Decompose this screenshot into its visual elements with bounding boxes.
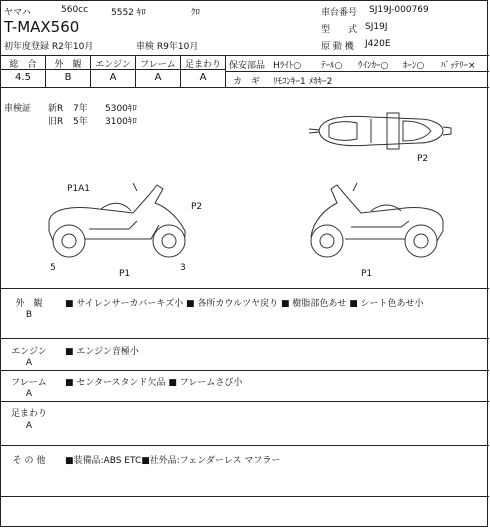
remark-exterior-label: 外 観 [15, 299, 43, 309]
divider [1, 338, 489, 339]
model-code-value: SJ19J [365, 22, 388, 32]
grade-suspension-value: A [199, 72, 207, 83]
equip-horn-mark: ○ [416, 61, 425, 71]
equip-horn [403, 58, 424, 71]
divider [1, 401, 489, 402]
diagram-left-p1: P1 [119, 269, 131, 279]
equip-tail [321, 58, 342, 71]
equip-battery-mark: × [468, 61, 476, 71]
equip-winker [358, 58, 388, 71]
cert-new-year: 7年 [73, 104, 88, 114]
first-registration [4, 39, 93, 52]
grade-engine-label: エンジン [95, 60, 131, 70]
first-reg-label: 初年度登録 [4, 42, 50, 52]
diagram-left-p2: P2 [191, 202, 203, 212]
scooter-right-side-diagram [301, 181, 451, 271]
mileage-value: 5552 [111, 8, 134, 18]
remark-engine-label: エンジン [11, 347, 47, 357]
cert-old-value: 3100ｷﾛ [105, 117, 137, 127]
grade-exterior-label: 外 観 [54, 60, 82, 70]
remark-suspension-label: 足まわり [10, 409, 47, 419]
equip-headlight-mark: ○ [293, 61, 302, 71]
key-label: カ ギ [233, 77, 261, 87]
remark-engine-text: ■ エンジン音極小 [65, 347, 139, 357]
equip-headlight-label: Hﾗｲﾄ [273, 61, 294, 71]
diagram-left-3: 3 [180, 263, 186, 273]
inspection-value: R9年10月 [156, 42, 199, 52]
engine-value: J420E [365, 39, 391, 49]
divider [1, 87, 489, 88]
grade-frame-value: A [154, 72, 162, 83]
divider [1, 370, 489, 371]
first-reg-value: R2年10月 [51, 42, 94, 52]
remark-engine-grade: A [25, 358, 33, 368]
equip-tail-mark: ○ [334, 61, 343, 71]
remark-suspension-grade: A [25, 421, 33, 431]
grade-total-label: 総 合 [9, 60, 37, 70]
divider [225, 55, 226, 87]
mileage [111, 5, 146, 18]
remark-other-text: ■装備品:ABS ETC■社外品:フェンダーレス マフラー [65, 456, 281, 466]
cert-label: 車検証 [4, 104, 32, 114]
equip-headlight [273, 58, 301, 71]
remark-frame-grade: A [25, 389, 33, 399]
scooter-top-view-diagram [301, 99, 461, 159]
remark-other-label: そ の 他 [12, 456, 46, 466]
mileage-unit: ｷﾛ [136, 8, 146, 18]
equip-winker-mark: ○ [380, 61, 389, 71]
equipment-label: 保安部品 [229, 61, 266, 71]
cert-old-year: 5年 [73, 117, 88, 127]
divider [1, 445, 489, 446]
frame-no-value: SJ19J-000769 [369, 5, 429, 15]
grade-suspension-label: 足まわり [184, 60, 221, 70]
grade-exterior-value: B [64, 72, 72, 83]
color: ｸﾛ [191, 8, 201, 18]
equip-battery [441, 58, 476, 71]
equip-winker-label: ｳｲﾝｶｰ [358, 61, 381, 71]
divider [1, 496, 489, 497]
remark-frame-label: フレーム [11, 378, 47, 388]
diagram-left-5: 5 [50, 263, 56, 273]
model-name: T-MAX560 [4, 18, 80, 36]
grade-engine-value: A [109, 72, 117, 83]
divider [1, 288, 489, 289]
grade-total-value: 4.5 [15, 72, 31, 83]
divider [1, 55, 489, 56]
equip-horn-label: ﾎｰﾝ [403, 61, 417, 71]
engine-label: 原 動 機 [321, 42, 354, 52]
cert-old-label: 旧R [48, 117, 64, 127]
remark-frame-text: ■ センタースタンド欠品 ■ フレームさび小 [65, 378, 243, 388]
grade-frame-label: フレーム [140, 60, 176, 70]
inspection-label: 車検 [136, 42, 155, 52]
equip-tail-label: ﾃｰﾙ [321, 61, 335, 71]
diagram-left-p1a1: P1A1 [67, 184, 91, 194]
frame-no-label: 車台番号 [321, 8, 358, 18]
scooter-left-side-diagram [41, 181, 201, 271]
cert-new-label: 新R [48, 104, 64, 114]
key-value: ﾘﾓｺﾝｷｰ1 ﾒｶｷｰ2 [273, 77, 333, 87]
equip-battery-label: ﾊﾞｯﾃﾘｰ [441, 61, 469, 71]
remark-exterior-text: ■ サイレンサーカバーキズ小 ■ 各所カウルツヤ戻り ■ 樹脂部色あせ ■ シート色あせ小 [65, 299, 424, 309]
diagram-top-p2: P2 [417, 154, 429, 164]
maker: ヤマハ [4, 8, 31, 18]
cert-new-value: 5300ｷﾛ [105, 104, 137, 114]
displacement: 560cc [61, 5, 89, 15]
inspection-expiry [136, 39, 198, 52]
remark-exterior-grade: B [25, 310, 33, 320]
divider [225, 71, 489, 72]
diagram-right-p1: P1 [361, 269, 373, 279]
model-code-label: 型 式 [321, 25, 358, 35]
